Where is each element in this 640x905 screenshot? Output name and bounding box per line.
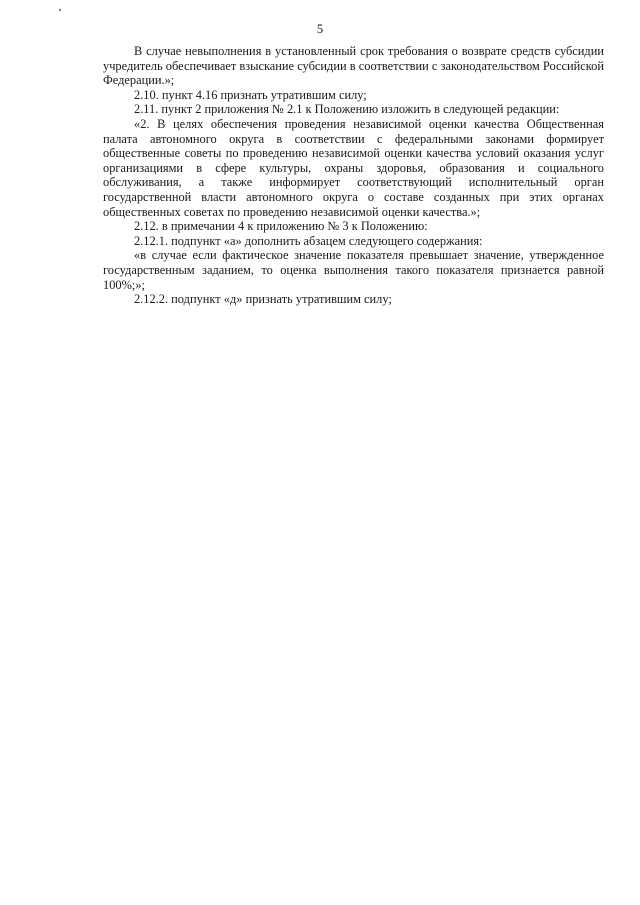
page-number: 5 [316, 22, 324, 36]
document-body [103, 44, 604, 307]
paragraph-2-12-2: 2.12.2. подпункт «д» признать утратившим силу; [134, 292, 392, 307]
paragraph-2-12: 2.12. в примечании 4 к приложению № 3 к Положению: [134, 219, 428, 234]
paragraph-quoted-item-2: «2. В целях обеспечения проведения независимой оценки качества Общественная палата автономного округа в соответствии с федеральными законами формирует общественные советы по проведению независимой оценки качества условий оказания услуг организациями в сфере культуры, охраны здоровья, образования и социального обслуживания, а также информирует соответствующий исполнительный орган государственной власти автономного округа о составе созданных при этих органах общественных советах по проведению независимой оценки качества.»; [103, 116, 604, 219]
paragraph-2-12-1: 2.12.1. подпункт «а» дополнить абзацем следующего содержания: [134, 233, 483, 248]
paragraph-quoted-indicator: «в случае если фактическое значение показателя превышает значение, утвержденное государственным заданием, то оценка выполнения такого показателя признается равной 100%;»; [103, 248, 604, 292]
scan-speck [59, 9, 61, 11]
paragraph-2-11: 2.11. пункт 2 приложения № 2.1 к Положению изложить в следующей редакции: [134, 102, 560, 117]
paragraph-subsidy-return: В случае невыполнения в установленный срок требования о возврате средств субсидии учредитель обеспечивает взыскание субсидии в соответствии с законодательством Российской Федерации.»; [103, 44, 604, 88]
paragraph-2-10: 2.10. пункт 4.16 признать утратившим силу; [134, 87, 367, 102]
